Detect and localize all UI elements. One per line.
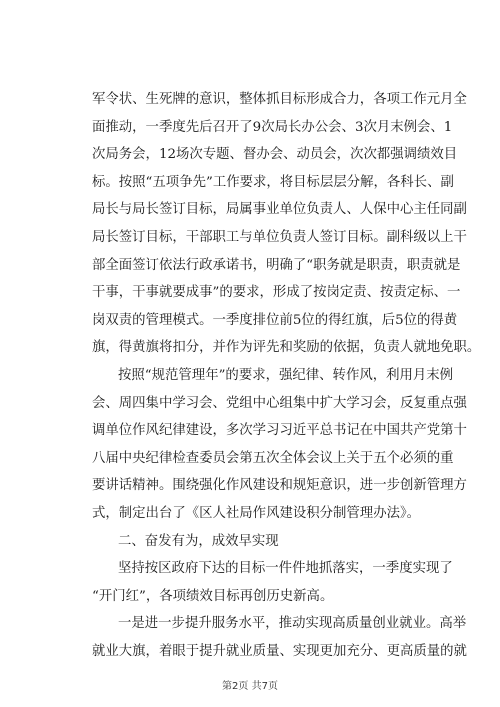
text-line: 坚持按区政府下达的目标一件件地抓落实，一季度实现了	[118, 561, 453, 577]
document-body	[92, 86, 481, 665]
text-line: 会、周四集中学习会、党组中心组集中扩大学习会，反复重点强	[92, 395, 467, 411]
text-line: 次局务会，12场次专题、督办会、动员会，次次都强调绩效目	[92, 147, 458, 163]
page-footer: 第2页 共7页	[222, 681, 278, 692]
text-line: 二、奋发有为，成效早实现	[118, 533, 279, 549]
text-line: 岗双责的管理模式。一季度排位前5位的得红旗，后5位的得黄	[92, 312, 458, 328]
text-line: 干事，干事就要成事”的要求，形成了按岗定责、按责定标、一	[92, 285, 461, 301]
text-line: 军令状、生死牌的意识，整体抓目标形成合力，各项工作元月全	[92, 92, 467, 107]
text-line: 旗，得黄旗将扣分，并作为评先和奖励的依据，负责人就地免职。	[92, 340, 481, 356]
text-line: 标。按照“五项争先”工作要求，将目标层层分解，各科长、副	[92, 174, 454, 190]
text-line: 要讲话精神。围绕强化作风建设和规矩意识，进一步创新管理方	[92, 478, 467, 494]
text-line: “开门红”，各项绩效目标再创历史新高。	[92, 588, 334, 604]
text-line: 面推动，一季度先后召开了9次局长办公会、3次月末例会、1	[92, 119, 453, 135]
text-line: 部全面签订依法行政承诺书，明确了“职务就是职责，职责就是	[92, 257, 461, 273]
text-line: 调单位作风纪律建设，多次学习习近平总书记在中国共产党第十	[92, 423, 467, 439]
text-line: 局长与局长签订目标，局属事业单位负责人、人保中心主任同副	[92, 202, 467, 218]
text-line: 就业大旗，着眼于提升就业质量、实现更加充分、更高质量的就	[92, 643, 467, 659]
text-line: 式，制定出台了《区人社局作风建设积分制管理办法》。	[92, 505, 421, 521]
text-line: 局长签订目标，干部职工与单位负责人签订目标。副科级以上干	[92, 229, 467, 245]
text-line: 按照“规范管理年”的要求，强纪律、转作风，利用月末例	[118, 367, 454, 383]
text-line: 八届中央纪律检查委员会第五次全体会议上关于五个必须的重	[92, 450, 454, 466]
text-line: 一是进一步提升服务水平，推动实现高质量创业就业。高举	[118, 616, 467, 632]
